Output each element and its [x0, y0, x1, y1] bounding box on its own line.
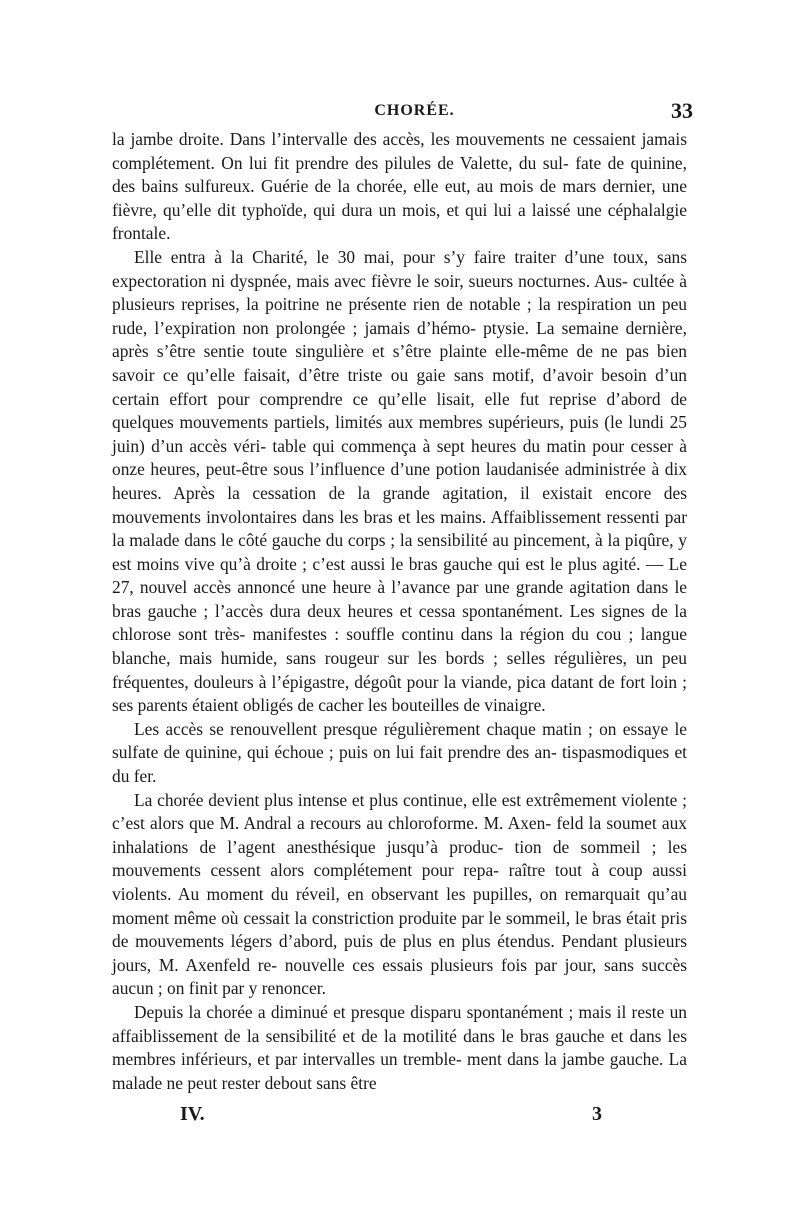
body-text: [112, 128, 687, 1095]
running-title: CHORÉE.: [374, 102, 455, 119]
signature-mark: IV.: [180, 1103, 205, 1126]
running-header: [112, 96, 693, 126]
paragraph: Elle entra à la Charité, le 30 mai, pour s’y faire traiter d’une toux, sans expectoration ni dyspnée, mais avec fièvre le soir, sueurs nocturnes. Aus- cultée à plusieurs reprises, la poitrine ne présente rien de notable ; la respiration un peu rude, l’expiration non prolongée ; jamais d’hémo- ptysie. La semaine dernière, après s’être sentie toute singulière et s’être plainte elle-même de ne pas bien savoir ce qu’elle faisait, d’être triste ou gaie sans motif, d’avoir besoin d’un certain effort pour comprendre ce qu’elle lisait, elle fut reprise d’abord de quelques mouvements partiels, limités aux membres supérieurs, puis (le lundi 25 juin) d’un accès véri- table qui commença à sept heures du matin pour cesser à onze heures, peut-être sous l’influence d’une potion laudanisée administrée à dix heures. Après la cessation de la grande agitation, il existait encore des mouvements involontaires dans les bras et les mains. Affaiblissement ressenti par la malade dans le côté gauche du corps ; la sensibilité au pincement, à la piqûre, y est moins vive qu’à droite ; c’est aussi le bras gauche qui est le plus agité. — Le 27, nouvel accès annoncé une heure à l’avance par une grande agitation dans le bras gauche ; l’accès dura deux heures et cessa spontanément. Les signes de la chlorose sont très- manifestes : souffle continu dans la région du cou ; langue blanche, mais humide, sans rougeur sur les bords ; selles régulières, un peu fréquentes, douleurs à l’épigastre, dégoût pour la viande, pica datant de fort loin ; ses parents étaient obligés de cacher les bouteilles de vinaigre.: [112, 246, 687, 716]
paragraph: Les accès se renouvellent presque régulièrement chaque matin ; on essaye le sulfate de quinine, qui échoue ; puis on lui fait prendre des an- tispasmodiques et du fer.: [112, 718, 687, 787]
page: [112, 96, 693, 1131]
sheet-number: 3: [592, 1103, 602, 1126]
paragraph: La chorée devient plus intense et plus continue, elle est extrêmement violente ; c’est alors que M. Andral a recours au chloroforme. M. Axen- feld la soumet aux inhalations de l’agent anesthésique jusqu’à produc- tion de sommeil ; les mouvements cessent alors complétement pour repa- raître tout à coup aussi violents. Au moment du réveil, en observant les pupilles, on remarquait qu’au moment même où cessait la constriction produite par le sommeil, le bras était pris de mouvements légers d’abord, puis de plus en plus étendus. Pendant plusieurs jours, M. Axenfeld re- nouvelle ces essais plusieurs fois par jour, sans succès aucun ; on finit par y renoncer.: [112, 789, 687, 999]
paragraph-continuation: la jambe droite. Dans l’intervalle des accès, les mouvements ne cessaient jamais complétement. On lui fit prendre des pilules de Valette, du sul- fate de quinine, des bains sulfureux. Guérie de la chorée, elle eut, au mois de mars dernier, une fièvre, qu’elle dit typhoïde, qui dura un mois, et qui lui a laissé une céphalalgie frontale.: [112, 129, 687, 244]
page-number: 33: [671, 98, 693, 123]
page-footer: [112, 1101, 687, 1131]
paragraph: Depuis la chorée a diminué et presque disparu spontanément ; mais il reste un affaiblissement de la sensibilité et de la motilité dans le bras gauche et dans les membres inférieurs, et par intervalles un tremble- ment dans la jambe gauche. La malade ne peut rester debout sans être: [112, 1001, 687, 1093]
